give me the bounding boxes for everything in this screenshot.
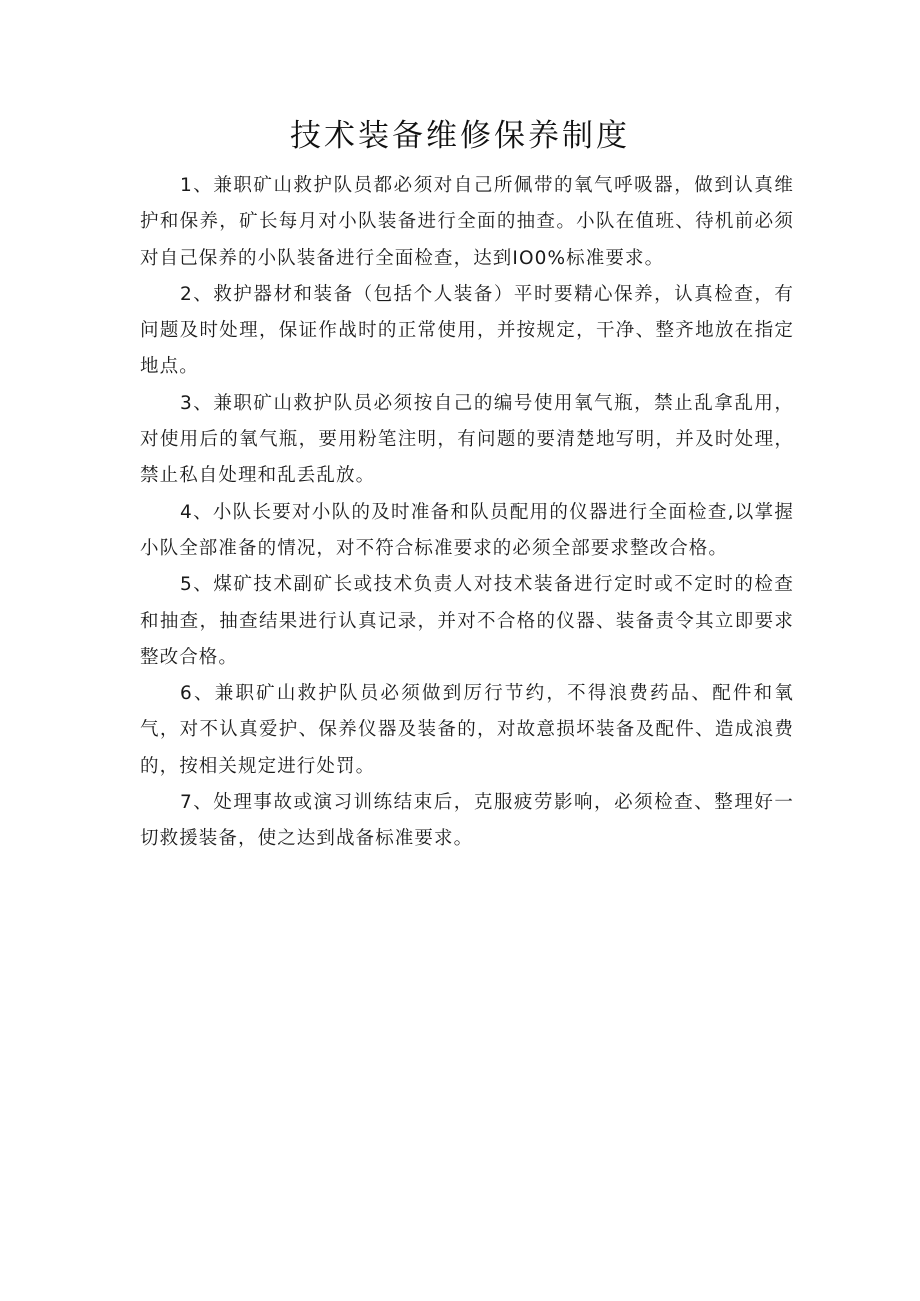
paragraph-2: 2、救护器材和装备（包括个人装备）平时要精心保养，认真检查，有问题及时处理，保证作战时的正常使用，并按规定，干净、整齐地放在指定地点。 [140,283,794,378]
paragraph-3: 3、兼职矿山救护队员必须按自己的编号使用氧气瓶，禁止乱拿乱用，对使用后的氧气瓶，要用粉笔注明，有问题的要清楚地写明，并及时处理，禁止私自处理和乱丢乱放。 [140,392,794,487]
document-body [140,168,794,858]
paragraph-1: 1、兼职矿山救护队员都必须对自己所佩带的氧气呼吸器，做到认真维护和保养，矿长每月对小队装备进行全面的抽查。小队在值班、待机前必须对自己保养的小队装备进行全面检查，达到IO0%标准要求。 [140,175,794,269]
paragraph-7: 7、处理事故或演习训练结束后，克服疲劳影响，必须检查、整理好一切救援装备，使之达到战备标准要求。 [140,792,794,850]
paragraph-6: 6、兼职矿山救护队员必须做到厉行节约，不得浪费药品、配件和氧气，对不认真爱护、保养仪器及装备的，对故意损坏装备及配件、造成浪费的，按相关规定进行处罚。 [140,683,794,777]
paragraph-5: 5、煤矿技术副矿长或技术负责人对技术装备进行定时或不定时的检查和抽查，抽查结果进行认真记录，并对不合格的仪器、装备责令其立即要求整改合格。 [140,574,794,668]
document-title: 技术装备维修保养制度 [290,118,630,154]
paragraph-4: 4、小队长要对小队的及时准备和队员配用的仪器进行全面检查,以掌握小队全部准备的情况，对不符合标准要求的必须全部要求整改合格。 [140,501,794,559]
